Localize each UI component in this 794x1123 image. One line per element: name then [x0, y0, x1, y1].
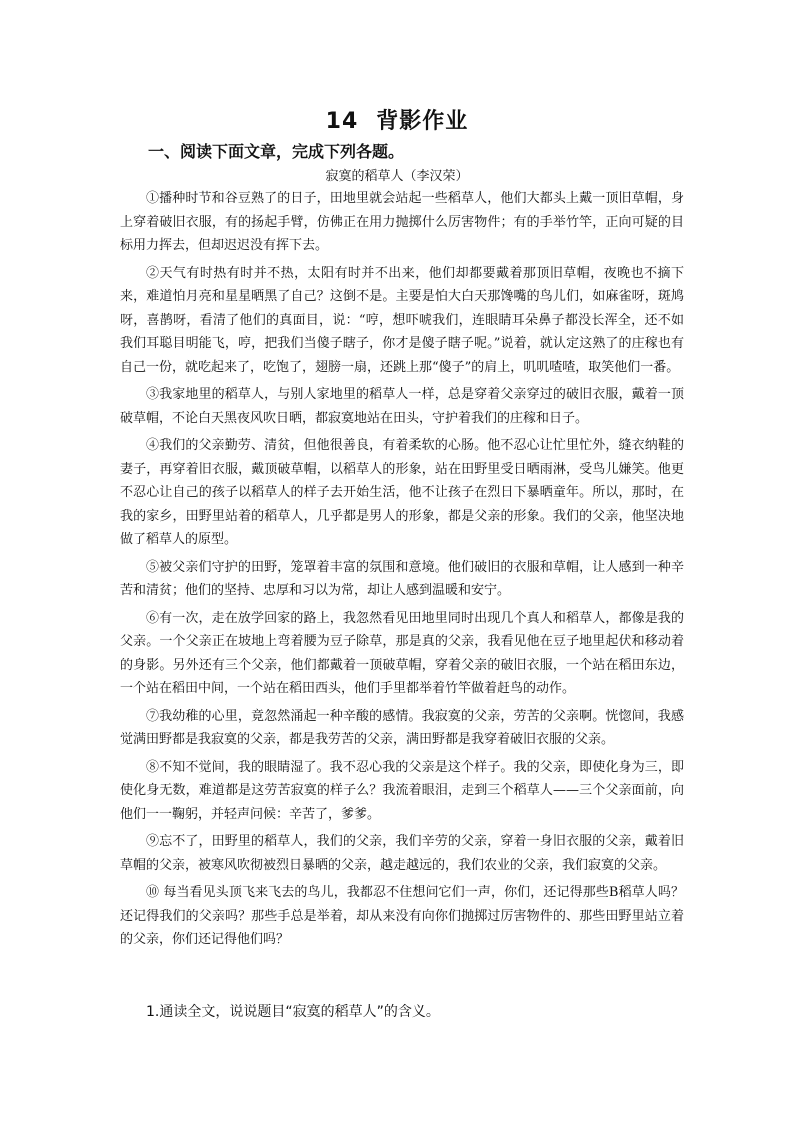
question-1: 1.通读全文，说说题目“寂寞的稻草人”的含义。 [146, 1004, 440, 1020]
paragraph-10: ⑩ 每当看见头顶飞来飞去的鸟儿，我都忍不住想问它们一声，你们，还记得那些B稻草人吗？还记得我们的父亲吗？那些手总是举着，却从来没有向你们抛掷过厉害物件的、那些田野里站立着的父亲，你们还记得他们吗？ [120, 885, 684, 947]
section-heading: 一、阅读下面文章，完成下列各题。 [148, 142, 405, 161]
lesson-number: 14 [325, 109, 359, 134]
paragraph-6: ⑥有一次，走在放学回家的路上，我忽然看见田地里同时出现几个真人和稻草人，都像是我的父亲。一个父亲正在坡地上弯着腰为豆子除草，那是真的父亲，我看见他在豆子地里起伏和移动着的身影。另外还有三个父亲，他们都戴着一顶破草帽，穿着父亲的破旧衣服，一个站在稻田东边，一个站在稻田中间，一个站在稻田西头，他们手里都举着竹竿做着赶鸟的动作。 [120, 610, 684, 696]
paragraph-8: ⑧不知不觉间，我的眼睛湿了。我不忍心我的父亲是这个样子。我的父亲，即使化身为三，即使化身无数，难道都是这劳苦寂寞的样子么？我流着眼泪，走到三个稻草人——三个父亲面前，向他们一一鞠躬，并轻声问候：辛苦了，爹爹。 [120, 759, 684, 822]
lesson-title: 背影作业 [376, 109, 469, 134]
paragraph-1: ①播种时节和谷豆熟了的日子，田地里就会站起一些稻草人，他们大都头上戴一顶旧草帽，身上穿着破旧衣服，有的扬起手臂，仿佛正在用力抛掷什么厉害物件；有的手举竹竿，正向可疑的目标用力挥去，但却迟迟没有挥下去。 [120, 191, 684, 253]
paragraph-9: ⑨忘不了，田野里的稻草人，我们的父亲，我们辛劳的父亲，穿着一身旧衣服的父亲，戴着旧草帽的父亲，被寒风吹彻被烈日暴晒的父亲，越走越远的，我们农业的父亲，我们寂寞的父亲。 [120, 834, 684, 873]
paragraph-4: ④我们的父亲勤劳、清贫，但他很善良，有着柔软的心肠。他不忍心让忙里忙外，缝衣纳鞋的妻子，再穿着旧衣服，戴顶破草帽，以稻草人的形象，站在田野里受日晒雨淋，受鸟儿嫌笑。他更不忍心让自己的孩子以稻草人的样子去开始生活，他不让孩子在烈日下暴晒童年。所以，那时，在我的家乡，田野里站着的稻草人，几乎都是男人的形象，都是父亲的形象。我们的父亲，他坚决地做了稻草人的原型。 [120, 438, 684, 547]
article-title: 寂寞的稻草人（李汉荣） [325, 169, 469, 184]
paragraph-5: ⑤被父亲们守护的田野，笼罩着丰富的氛围和意境。他们破旧的衣服和草帽，让人感到一种辛苦和清贫；他们的坚持、忠厚和习以为常，却让人感到温暖和安宁。 [120, 559, 684, 598]
paragraph-3: ③我家地里的稻草人，与别人家地里的稻草人一样，总是穿着父亲穿过的破旧衣服，戴着一顶破草帽，不论白天黑夜风吹日晒，都寂寞地站在田头，守护着我们的庄稼和日子。 [120, 387, 684, 426]
article-body [120, 187, 684, 956]
paragraph-2: ②天气有时热有时并不热，太阳有时并不出来，他们却都要戴着那顶旧草帽，夜晚也不摘下来，难道怕月亮和星星晒黑了自己？这倒不是。主要是怕大白天那馋嘴的鸟儿们，如麻雀呀，斑鸠呀，喜鹊呀，看清了他们的真面目，说：“哼，想吓唬我们，连眼睛耳朵鼻子都没长浑全，还不如我们耳聪目明能飞，哼，把我们当傻子瞎子，你才是傻子瞎子呢。”说着，就认定这熟了的庄稼也有自己一份，就吃起来了，吃饱了，翅膀一扇，还跳上那“傻子”的肩上，叽叽喳喳，取笑他们一番。 [120, 265, 684, 375]
paragraph-7: ⑦我幼稚的心里，竟忽然涌起一种辛酸的感情。我寂寞的父亲，劳苦的父亲啊。恍惚间，我感觉满田野都是我寂寞的父亲，都是我劳苦的父亲，满田野都是我穿着破旧衣服的父亲。 [120, 708, 684, 747]
page-title [0, 104, 794, 135]
